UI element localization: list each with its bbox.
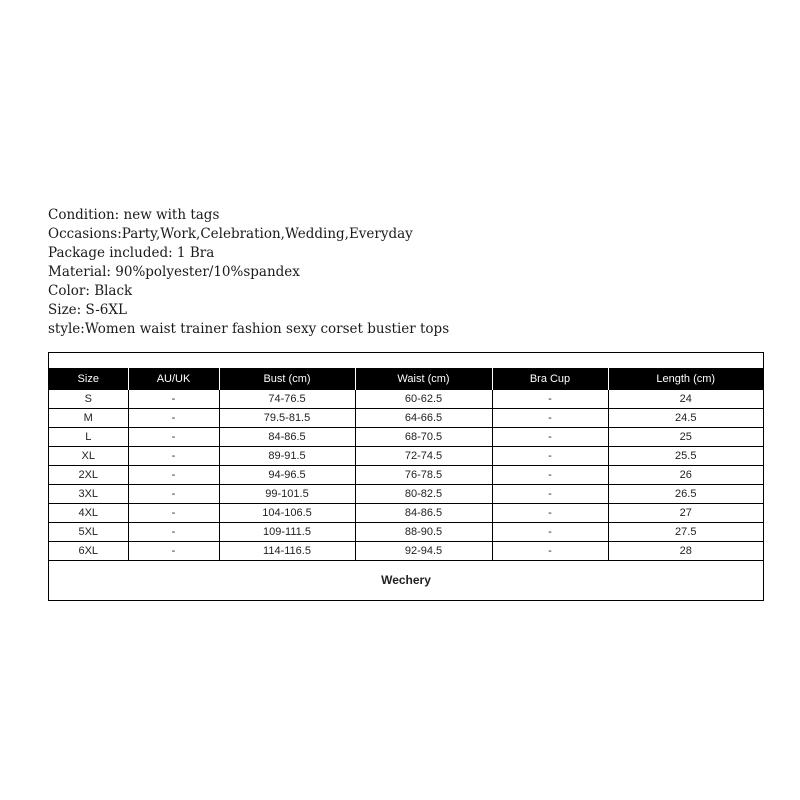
table-cell: 94-96.5 <box>219 466 355 485</box>
table-row <box>49 390 763 409</box>
column-header-bust: Bust (cm) <box>219 368 355 390</box>
table-cell: 92-94.5 <box>355 542 492 561</box>
table-cell: 27.5 <box>608 523 763 542</box>
table-cell: - <box>128 447 219 466</box>
size-line: Size: S-6XL <box>48 302 127 318</box>
table-cell: 64-66.5 <box>355 409 492 428</box>
table-row <box>49 542 763 561</box>
size-chart-frame <box>48 352 764 601</box>
table-cell: - <box>492 485 608 504</box>
table-row <box>49 485 763 504</box>
table-cell: 2XL <box>49 466 128 485</box>
table-cell: - <box>492 390 608 409</box>
table-cell: - <box>128 428 219 447</box>
table-cell: 114-116.5 <box>219 542 355 561</box>
color-line: Color: Black <box>48 283 133 299</box>
table-cell: 27 <box>608 504 763 523</box>
table-cell: 72-74.5 <box>355 447 492 466</box>
table-cell: 88-90.5 <box>355 523 492 542</box>
table-cell: 5XL <box>49 523 128 542</box>
column-header-bra-cup: Bra Cup <box>492 368 608 390</box>
table-cell: - <box>492 428 608 447</box>
table-row <box>49 447 763 466</box>
table-cell: 26 <box>608 466 763 485</box>
size-chart-table <box>49 368 763 561</box>
table-cell: 80-82.5 <box>355 485 492 504</box>
table-cell: S <box>49 390 128 409</box>
table-cell: - <box>128 542 219 561</box>
table-cell: 3XL <box>49 485 128 504</box>
style-line: style:Women waist trainer fashion sexy corset bustier tops <box>48 321 450 337</box>
table-cell: 89-91.5 <box>219 447 355 466</box>
table-cell: - <box>128 485 219 504</box>
occasions-line: Occasions:Party,Work,Celebration,Wedding,Everyday <box>48 226 413 242</box>
table-cell: 76-78.5 <box>355 466 492 485</box>
table-cell: - <box>492 504 608 523</box>
table-cell: 99-101.5 <box>219 485 355 504</box>
table-cell: - <box>492 409 608 428</box>
column-header-au-uk: AU/UK <box>128 368 219 390</box>
table-cell: 26.5 <box>608 485 763 504</box>
table-row <box>49 523 763 542</box>
table-cell: 25.5 <box>608 447 763 466</box>
table-cell: - <box>128 409 219 428</box>
table-cell: - <box>128 390 219 409</box>
table-row <box>49 466 763 485</box>
table-cell: 24.5 <box>608 409 763 428</box>
table-cell: 84-86.5 <box>219 428 355 447</box>
table-cell: 84-86.5 <box>355 504 492 523</box>
table-cell: L <box>49 428 128 447</box>
condition-line: Condition: new with tags <box>48 207 220 223</box>
product-description <box>48 206 449 339</box>
table-header-row <box>49 368 763 390</box>
table-row <box>49 409 763 428</box>
table-cell: 109-111.5 <box>219 523 355 542</box>
table-row <box>49 428 763 447</box>
table-cell: - <box>492 447 608 466</box>
table-cell: - <box>128 504 219 523</box>
table-cell: - <box>128 523 219 542</box>
table-cell: - <box>492 523 608 542</box>
column-header-size: Size <box>49 368 128 390</box>
table-cell: - <box>492 466 608 485</box>
table-cell: 104-106.5 <box>219 504 355 523</box>
brand-name: Wechery <box>381 573 431 587</box>
table-cell: 6XL <box>49 542 128 561</box>
table-cell: 74-76.5 <box>219 390 355 409</box>
column-header-length: Length (cm) <box>608 368 763 390</box>
table-cell: 25 <box>608 428 763 447</box>
table-cell: 68-70.5 <box>355 428 492 447</box>
table-cell: - <box>492 542 608 561</box>
column-header-waist: Waist (cm) <box>355 368 492 390</box>
table-cell: XL <box>49 447 128 466</box>
table-cell: 28 <box>608 542 763 561</box>
package-line: Package included: 1 Bra <box>48 245 215 261</box>
table-cell: 79.5-81.5 <box>219 409 355 428</box>
table-cell: - <box>128 466 219 485</box>
table-cell: 4XL <box>49 504 128 523</box>
material-line: Material: 90%polyester/10%spandex <box>48 264 300 280</box>
table-cell: M <box>49 409 128 428</box>
table-row <box>49 504 763 523</box>
table-cell: 24 <box>608 390 763 409</box>
table-cell: 60-62.5 <box>355 390 492 409</box>
